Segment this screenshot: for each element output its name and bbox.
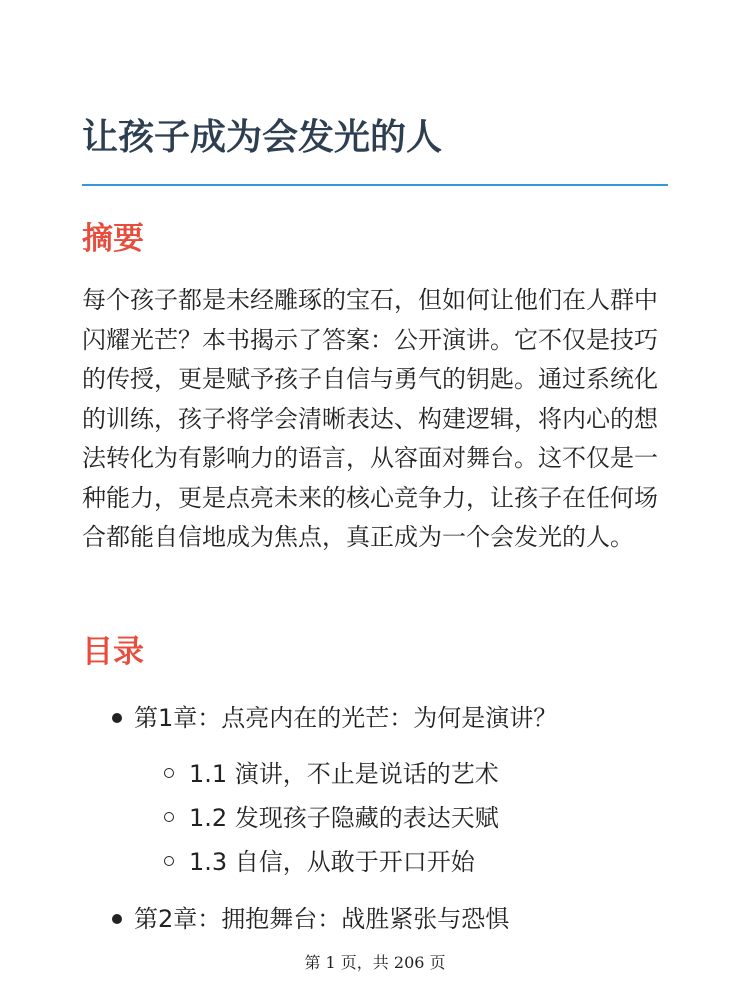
summary-paragraph: 每个孩子都是未经雕琢的宝石，但如何让他们在人群中闪耀光芒？本书揭示了答案：公开演讲。它不仅是技巧的传授，更是赋予孩子自信与勇气的钥匙。通过系统化的训练，孩子将学会清晰表达、构建逻辑，将内心的想法转化为有影响力的语言，从容面对舞台。这不仅是一种能力，更是点亮未来的核心竞争力，让孩子在任何场合都能自信地成为焦点，真正成为一个会发光的人。 [82, 286, 658, 551]
bullet-icon [112, 713, 122, 723]
circle-bullet-icon [164, 768, 174, 778]
toc-section-1-2[interactable] [189, 802, 499, 834]
toc-chapter-1[interactable] [134, 702, 557, 734]
toc-chapter-2[interactable] [134, 903, 509, 935]
toc-chapter-label: 第1章：点亮内在的光芒：为何是演讲？ [134, 704, 558, 732]
summary-heading: 摘要 [82, 221, 144, 257]
circle-bullet-icon [164, 812, 174, 822]
document-page [82, 0, 668, 1000]
toc-section-label: 1.3 自信，从敢于开口开始 [189, 848, 475, 876]
circle-bullet-icon [164, 856, 174, 866]
toc-section-label: 1.2 发现孩子隐藏的表达天赋 [189, 804, 499, 832]
toc-chapter-label: 第2章：拥抱舞台：战胜紧张与恐惧 [134, 905, 510, 933]
title-divider [82, 184, 668, 186]
toc-section-1-1[interactable] [189, 758, 499, 790]
page-footer: 第 1 页，共 206 页 [304, 953, 446, 972]
toc-section-1-3[interactable] [189, 846, 475, 878]
bullet-icon [112, 914, 122, 924]
toc-heading: 目录 [82, 634, 144, 670]
toc-section-label: 1.1 演讲，不止是说话的艺术 [189, 760, 499, 788]
page-title: 让孩子成为会发光的人 [82, 117, 443, 158]
